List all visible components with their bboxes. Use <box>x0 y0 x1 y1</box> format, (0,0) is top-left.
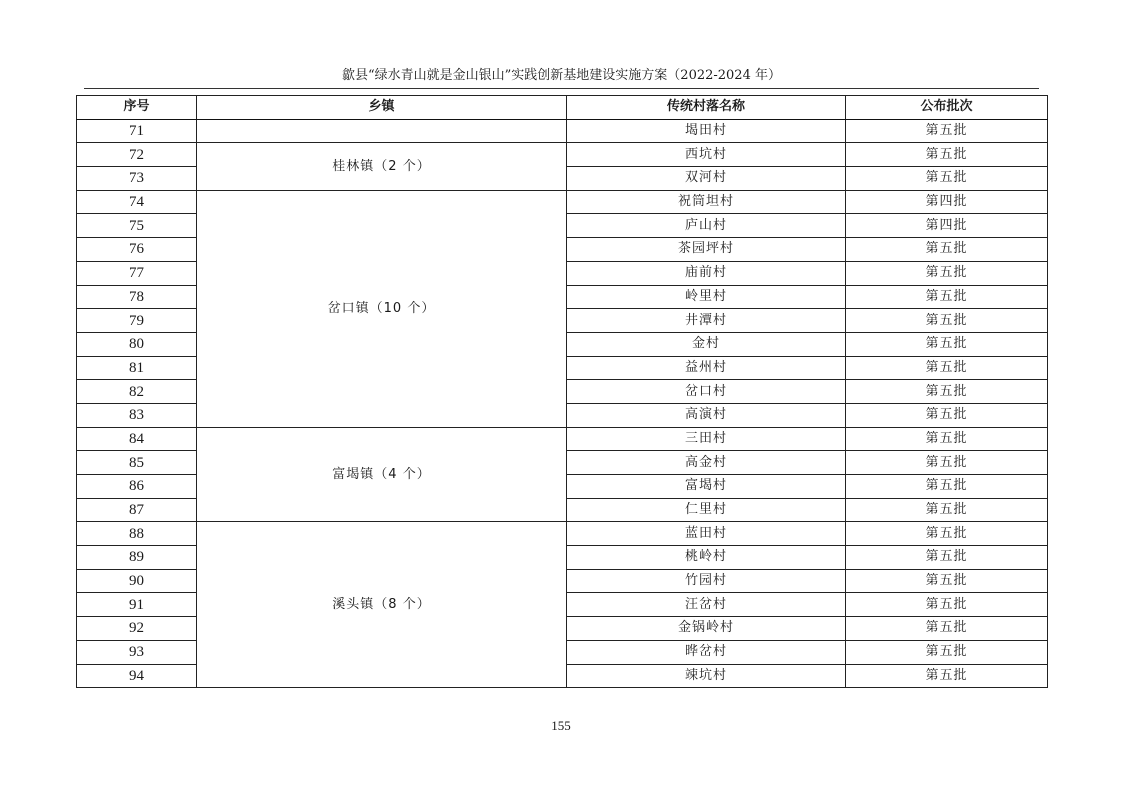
village-name-cell: 庐山村 <box>567 214 846 238</box>
column-header-town: 乡镇 <box>197 96 567 120</box>
village-table-container <box>76 95 1047 688</box>
village-name-cell: 堨田村 <box>567 119 846 143</box>
batch-cell: 第五批 <box>846 569 1048 593</box>
row-index-cell: 73 <box>77 167 197 191</box>
town-cell: 桂林镇（2 个） <box>197 143 567 190</box>
table-header-row <box>77 96 1048 120</box>
page-header <box>84 66 1039 89</box>
batch-cell: 第五批 <box>846 593 1048 617</box>
row-index-cell: 79 <box>77 309 197 333</box>
table-body <box>77 119 1048 688</box>
village-name-cell: 蓝田村 <box>567 522 846 546</box>
row-index-cell: 76 <box>77 238 197 262</box>
town-cell <box>197 119 567 143</box>
row-index-cell: 81 <box>77 356 197 380</box>
batch-cell: 第五批 <box>846 403 1048 427</box>
village-name-cell: 三田村 <box>567 427 846 451</box>
village-name-cell: 竦坑村 <box>567 664 846 688</box>
village-name-cell: 茶园坪村 <box>567 238 846 262</box>
row-index-cell: 93 <box>77 640 197 664</box>
row-index-cell: 78 <box>77 285 197 309</box>
village-name-cell: 西坑村 <box>567 143 846 167</box>
page-number: 155 <box>551 718 571 733</box>
village-name-cell: 汪岔村 <box>567 593 846 617</box>
table-row <box>77 427 1048 451</box>
document-title: 歙县“绿水青山就是金山银山”实践创新基地建设实施方案（2022-2024 年） <box>342 68 781 83</box>
batch-cell: 第五批 <box>846 498 1048 522</box>
column-header-index: 序号 <box>77 96 197 120</box>
village-name-cell: 高演村 <box>567 403 846 427</box>
batch-cell: 第五批 <box>846 664 1048 688</box>
row-index-cell: 83 <box>77 403 197 427</box>
batch-cell: 第五批 <box>846 617 1048 641</box>
village-name-cell: 祝筒坦村 <box>567 190 846 214</box>
row-index-cell: 88 <box>77 522 197 546</box>
table-row <box>77 119 1048 143</box>
row-index-cell: 74 <box>77 190 197 214</box>
row-index-cell: 90 <box>77 569 197 593</box>
village-name-cell: 岭里村 <box>567 285 846 309</box>
row-index-cell: 71 <box>77 119 197 143</box>
village-name-cell: 晔岔村 <box>567 640 846 664</box>
row-index-cell: 72 <box>77 143 197 167</box>
table-row <box>77 522 1048 546</box>
village-name-cell: 井潭村 <box>567 309 846 333</box>
batch-cell: 第五批 <box>846 167 1048 191</box>
batch-cell: 第四批 <box>846 214 1048 238</box>
batch-cell: 第五批 <box>846 475 1048 499</box>
batch-cell: 第五批 <box>846 427 1048 451</box>
village-name-cell: 岔口村 <box>567 380 846 404</box>
town-cell: 溪头镇（8 个） <box>197 522 567 688</box>
batch-cell: 第五批 <box>846 522 1048 546</box>
batch-cell: 第五批 <box>846 380 1048 404</box>
row-index-cell: 86 <box>77 475 197 499</box>
town-cell: 岔口镇（10 个） <box>197 190 567 427</box>
town-cell: 富堨镇（4 个） <box>197 427 567 522</box>
row-index-cell: 80 <box>77 332 197 356</box>
village-name-cell: 桃岭村 <box>567 546 846 570</box>
village-name-cell: 富堨村 <box>567 475 846 499</box>
batch-cell: 第四批 <box>846 190 1048 214</box>
row-index-cell: 94 <box>77 664 197 688</box>
traditional-village-table <box>76 95 1048 688</box>
row-index-cell: 92 <box>77 617 197 641</box>
batch-cell: 第五批 <box>846 546 1048 570</box>
batch-cell: 第五批 <box>846 451 1048 475</box>
row-index-cell: 89 <box>77 546 197 570</box>
batch-cell: 第五批 <box>846 332 1048 356</box>
row-index-cell: 91 <box>77 593 197 617</box>
column-header-village: 传统村落名称 <box>567 96 846 120</box>
row-index-cell: 85 <box>77 451 197 475</box>
village-name-cell: 庙前村 <box>567 261 846 285</box>
batch-cell: 第五批 <box>846 119 1048 143</box>
column-header-batch: 公布批次 <box>846 96 1048 120</box>
batch-cell: 第五批 <box>846 356 1048 380</box>
row-index-cell: 82 <box>77 380 197 404</box>
village-name-cell: 益州村 <box>567 356 846 380</box>
batch-cell: 第五批 <box>846 640 1048 664</box>
row-index-cell: 75 <box>77 214 197 238</box>
village-name-cell: 高金村 <box>567 451 846 475</box>
batch-cell: 第五批 <box>846 261 1048 285</box>
village-name-cell: 竹园村 <box>567 569 846 593</box>
batch-cell: 第五批 <box>846 285 1048 309</box>
village-name-cell: 金村 <box>567 332 846 356</box>
batch-cell: 第五批 <box>846 309 1048 333</box>
village-name-cell: 金锅岭村 <box>567 617 846 641</box>
village-name-cell: 仁里村 <box>567 498 846 522</box>
table-row <box>77 190 1048 214</box>
batch-cell: 第五批 <box>846 143 1048 167</box>
table-row <box>77 143 1048 167</box>
row-index-cell: 84 <box>77 427 197 451</box>
row-index-cell: 77 <box>77 261 197 285</box>
village-name-cell: 双河村 <box>567 167 846 191</box>
batch-cell: 第五批 <box>846 238 1048 262</box>
row-index-cell: 87 <box>77 498 197 522</box>
